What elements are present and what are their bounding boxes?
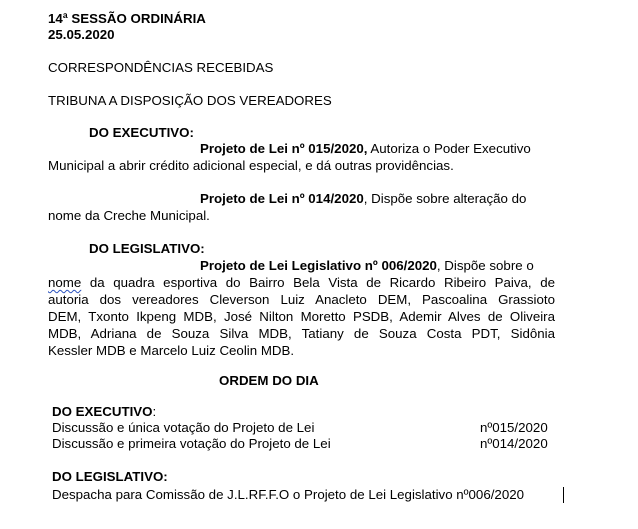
ordem-executivo-row2-text: Discussão e primeira votação do Projeto de Lei [52,436,331,451]
ordem-executivo-row1-number: nº015/2020 [480,420,548,435]
ordem-executivo-heading-colon: : [152,404,157,419]
correspondencias-heading: CORRESPONDÊNCIAS RECEBIDAS [48,60,274,75]
session-date: 25.05.2020 [48,27,115,42]
legislativo-heading: DO LEGISLATIVO: [89,241,205,256]
executivo-item1-line2: Municipal a abrir crédito adicional especial, e dá outras providências. [48,158,454,173]
ordem-legislativo-heading: DO LEGISLATIVO: [52,469,168,484]
ordem-legislativo-row: Despacha para Comissão de J.L.RF.F.O o Projeto de Lei Legislativo nº006/2020 [52,487,524,502]
text-cursor [563,487,564,503]
legislativo-item1-line2-rest: da quadra esportiva do Bairro Bela Vista de Ricardo Ribeiro Paiva, de [81,275,555,290]
ordem-do-dia-title: ORDEM DO DIA [219,373,319,388]
tribuna-heading: TRIBUNA A DISPOSIÇÃO DOS VEREADORES [48,93,332,108]
session-title: 14ª SESSÃO ORDINÁRIA [48,11,206,26]
ordem-executivo-heading-line [52,403,156,420]
executivo-item1-ref: Projeto de Lei nº 015/2020, [200,141,368,156]
ordem-executivo-heading: DO EXECUTIVO [52,404,153,419]
executivo-heading: DO EXECUTIVO: [89,125,194,140]
executivo-item2-desc-start: , Dispõe sobre alteração do [363,191,527,206]
legislativo-item1-ref: Projeto de Lei Legislativo nº 006/2020 [200,258,437,273]
executivo-item1-line1 [200,140,531,157]
legislativo-item1-line4: DEM, Txonto Ikpeng MDB, José Nilton Moretto PSDB, Ademir Alves de Oliveira [48,309,555,324]
executivo-item2-ref: Projeto de Lei nº 014/2020 [200,191,364,206]
legislativo-item1-line2 [48,274,555,291]
executivo-item2-line1 [200,190,526,207]
ordem-executivo-row2-number: nº014/2020 [480,436,548,451]
legislativo-item1-line1 [200,257,534,274]
executivo-item2-line2: nome da Creche Municipal. [48,208,210,223]
ordem-executivo-row1-text: Discussão e única votação do Projeto de Lei [52,420,315,435]
spellcheck-word: nome [48,275,82,290]
legislativo-item1-line3: autoria dos vereadores Cleverson Luiz Anacleto DEM, Pascoalina Grassioto [48,292,555,307]
executivo-item1-desc-start: Autoriza o Poder Executivo [367,141,531,156]
legislativo-item1-line5: MDB, Adriana de Souza Silva MDB, Tatiany de Souza Costa PDT, Sidônia [48,326,555,341]
legislativo-item1-line6: Kessler MDB e Marcelo Luiz Ceolin MDB. [48,343,295,358]
legislativo-item1-desc-start: , Dispõe sobre o [436,258,534,273]
